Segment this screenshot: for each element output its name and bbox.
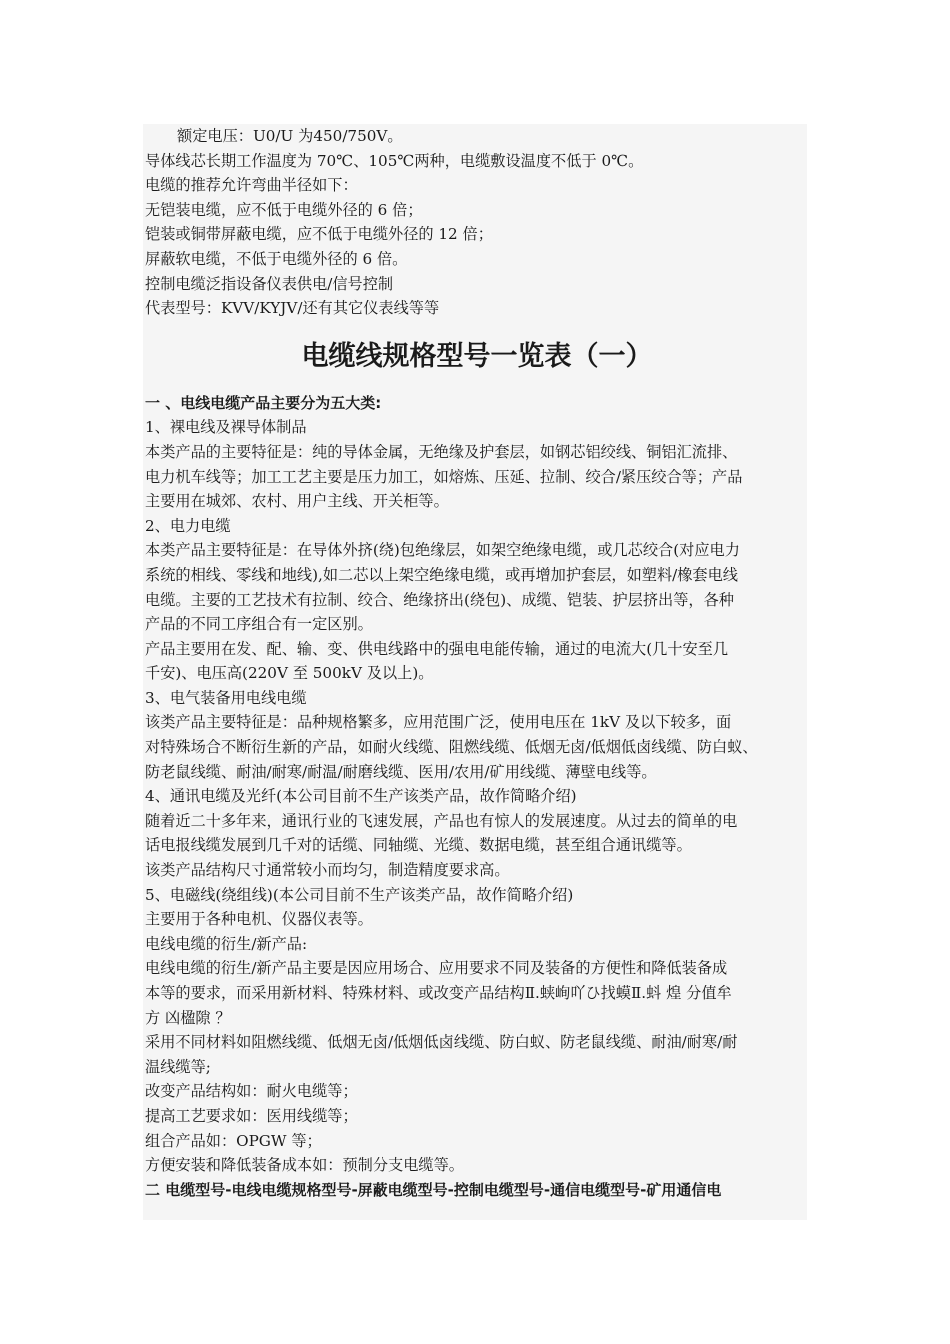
body-line: 本等的要求，而采用新材料、特殊材料、或改变产品结构Ⅱ.蛱峋吖ひ找蟆Ⅱ.蚪 煌 分值牟 <box>145 984 732 1002</box>
body-line: 主要用在城郊、农村、用户主线、开关柜等。 <box>145 492 449 511</box>
intro-line: 控制电缆泛指设备仪表供电/信号控制 <box>145 274 394 293</box>
body-line: 4、通讯电缆及光纤(本公司目前不生产该类产品，故作简略介绍) <box>145 787 577 806</box>
body-line: 提高工艺要求如：医用线缆等； <box>145 1106 358 1125</box>
body-line: 电线电缆的衍生/新产品: <box>145 934 308 953</box>
document-body <box>145 124 815 1202</box>
document-title: 电缆线规格型号一览表（一） <box>301 340 653 372</box>
body-line: 组合产品如：OPGW 等； <box>145 1131 322 1150</box>
intro-line: 铠装或铜带屏蔽电缆，应不低于电缆外径的 12 倍； <box>145 225 493 244</box>
body-line: 随着近二十多年来，通讯行业的飞速发展，产品也有惊人的发展速度。从过去的简单的电 <box>145 811 738 830</box>
body-line: 2、电力电缆 <box>145 516 231 535</box>
body-line: 产品主要用在发、配、输、变、供电线路中的强电电能传输，通过的电流大(几十安至几 <box>145 639 729 658</box>
body-line: 采用不同材料如阻燃线缆、低烟无卤/低烟低卤线缆、防白蚁、防老鼠线缆、耐油/耐寒/耐 <box>145 1033 738 1052</box>
body-line: 方便安装和降低装备成本如：预制分支电缆等。 <box>145 1156 464 1175</box>
body-line: 产品的不同工序组合有一定区别。 <box>145 615 373 634</box>
body-line: 系统的相线、零线和地线),如二芯以上架空绝缘电缆，或再增加护套层，如塑料/橡套电线 <box>145 565 738 584</box>
body-line: 温线缆等; <box>145 1057 211 1076</box>
body-line: 电力机车线等；加工工艺主要是压力加工，如熔炼、压延、拉制、绞合/紧压绞合等；产品 <box>145 467 743 486</box>
body-line: 该类产品结构尺寸通常较小而均匀，制造精度要求高。 <box>145 861 510 880</box>
section-heading-1: 一 、电线电缆产品主要分为五大类: <box>145 393 382 412</box>
intro-line: 额定电压：U0/U 为450/750V。 <box>177 127 403 145</box>
body-line: 电缆。主要的工艺技术有拉制、绞合、绝缘挤出(绕包)、成缆、铠装、护层挤出等，各种 <box>145 590 734 609</box>
body-line: 本类产品的主要特征是：纯的导体金属，无绝缘及护套层，如钢芯铝绞线、铜铝汇流排、 <box>145 442 738 461</box>
body-line: 改变产品结构如：耐火电缆等； <box>145 1082 358 1101</box>
section-heading-2: 二 电缆型号-电线电缆规格型号-屏蔽电缆型号-控制电缆型号-通信电缆型号-矿用通信电 <box>145 1180 722 1199</box>
intro-line: 导体线芯长期工作温度为 70℃、105℃两种，电缆敷设温度不低于 0℃。 <box>145 151 644 170</box>
intro-line: 代表型号：KVV/KYJV/还有其它仪表线等等 <box>145 299 440 318</box>
intro-line: 屏蔽软电缆，不低于电缆外径的 6 倍。 <box>145 249 408 268</box>
body-line: 电线电缆的衍生/新产品主要是因应用场合、应用要求不同及装备的方便性和降低装备成 <box>145 959 728 978</box>
body-line: 5、电磁线(绕组线)(本公司目前不生产该类产品，故作简略介绍) <box>145 885 574 904</box>
intro-line: 无铠装电缆，应不低于电缆外径的 6 倍； <box>145 200 423 219</box>
body-line: 千安)、电压高(220V 至 500kV 及以上)。 <box>145 664 434 683</box>
body-line: 话电报线缆发展到几千对的话缆、同轴缆、光缆、数据电缆，甚至组合通讯缆等。 <box>145 836 692 855</box>
body-line: 该类产品主要特征是：品种规格繁多，应用范围广泛，使用电压在 1kV 及以下较多，面 <box>145 713 732 732</box>
body-line: 方 凶楹隙 ？ <box>145 1008 231 1027</box>
body-line: 本类产品主要特征是：在导体外挤(绕)包绝缘层，如架空绝缘电缆，或几芯绞合(对应电力 <box>145 541 740 560</box>
body-line: 主要用于各种电机、仪器仪表等。 <box>145 910 373 929</box>
body-line: 3、电气装备用电线电缆 <box>145 688 307 707</box>
body-line: 1、裸电线及裸导体制品 <box>145 418 307 437</box>
intro-line: 电缆的推荐允许弯曲半径如下： <box>145 176 358 195</box>
body-line: 防老鼠线缆、耐油/耐寒/耐温/耐磨线缆、医用/农用/矿用线缆、薄壁电线等。 <box>145 762 657 781</box>
body-line: 对特殊场合不断衍生新的产品，如耐火线缆、阻燃线缆、低烟无卤/低烟低卤线缆、防白蚁、 <box>145 738 758 757</box>
